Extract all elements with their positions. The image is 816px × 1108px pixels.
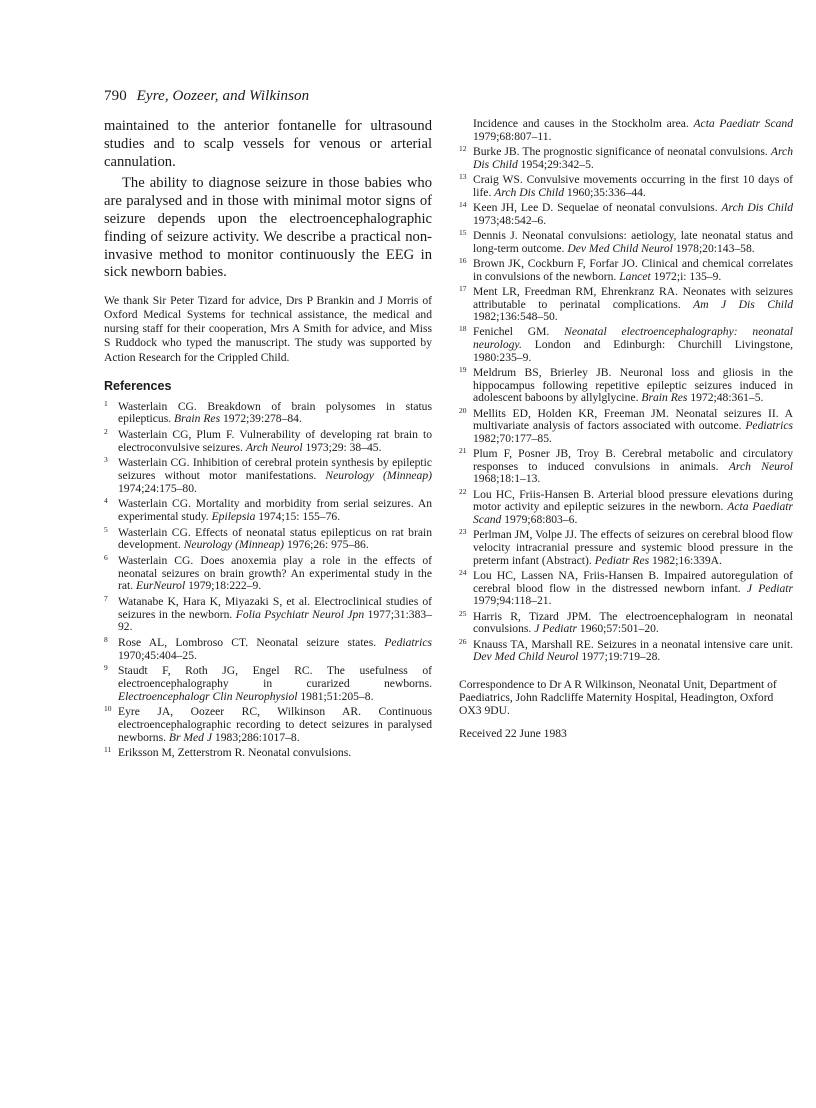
- ref-cite: 1972;48:361–5.: [687, 391, 764, 405]
- ref-text: Incidence and causes in the Stockholm area.: [473, 117, 694, 130]
- ref-text: Ment LR, Freedman RM, Ehrenkranz RA. Neonates with seizures attributable to perinatal complications.: [473, 284, 793, 311]
- reference-item: [104, 665, 432, 703]
- reference-item: [459, 567, 793, 608]
- ref-cite: 1972;39:278–84.: [220, 412, 302, 426]
- ref-cite: 1983;286:1017–8.: [212, 730, 300, 744]
- ref-text: Fenichel GM.: [473, 325, 565, 339]
- ref-number: 3: [104, 455, 108, 465]
- ref-text: Watanabe K, Hara K, Miyazaki S, et al. Electroclinical studies of seizures in the newborn.: [118, 595, 432, 621]
- ref-number: 4: [104, 496, 108, 506]
- references-heading: References: [104, 378, 172, 393]
- ref-text: Perlman JM, Volpe JJ. The effects of seizures on cerebral blood flow velocity intracranial pressure and systemic blood pressure in the preterm infant (Abstract).: [473, 528, 793, 567]
- ref-journal: Neurology (Minneap): [325, 468, 432, 482]
- reference-item: [104, 555, 432, 593]
- ref-text: Dennis J. Neonatal convulsions: aetiology, late neonatal status and long-term outcome.: [473, 228, 793, 255]
- ref-journal: Brain Res: [174, 412, 221, 426]
- reference-item: [459, 326, 793, 364]
- ref-journal: Arch Dis Child: [473, 144, 793, 171]
- ref-cite: 1977;19:719–28.: [578, 650, 661, 664]
- ref-number: 19: [459, 365, 467, 375]
- ref-number: 6: [104, 553, 108, 563]
- ref-text: Lou HC, Lassen NA, Friis-Hansen B. Impaired autoregulation of cerebral blood flow in the distressed newborn infant.: [473, 568, 793, 595]
- reference-item: [459, 608, 793, 636]
- correspondence: Correspondence to Dr A R Wilkinson, Neonatal Unit, Department of Paediatrics, John Radcliffe Maternity Hospital, Headington, Oxford OX3 9DU.: [459, 677, 777, 718]
- ref-text: Wasterlain CG. Mortality and morbidity from serial seizures. An experimental study.: [118, 497, 432, 523]
- ref-number: 26: [459, 636, 467, 646]
- ref-journal: Electroencephalogr Clin Neurophysiol: [118, 689, 298, 703]
- ref-journal: Br Med J: [168, 730, 213, 744]
- ref-cite: 1968;18:1–13.: [473, 472, 541, 486]
- ref-text: Rose AL, Lombroso CT. Neonatal seizure states.: [118, 636, 385, 650]
- reference-item: [104, 596, 432, 634]
- body-paragraph-2: The ability to diagnose seizure in those babies who are paralysed and in those with minimal motor signs of seizure depends upon the electroencephalographic finding of seizure activity. We describe a practical non-invasive method to monitor continuously the EEG in sick newborn babies.: [104, 175, 432, 281]
- ref-journal: Lancet: [619, 269, 651, 283]
- ref-cite: 1977;31:383–92.: [118, 607, 432, 634]
- reference-item: [104, 429, 432, 454]
- ref-number: 20: [459, 405, 467, 415]
- ref-cite: 1954;29:342–5.: [517, 157, 594, 171]
- ref-number: 9: [104, 663, 108, 673]
- ref-cite: 1982;136:548–50.: [473, 310, 558, 324]
- ref-text: Eriksson M, Zetterstrom R. Neonatal convulsions.: [118, 746, 352, 760]
- ref-number: 14: [459, 199, 467, 209]
- ref-text: Wasterlain CG. Breakdown of brain polysomes in status epilepticus.: [118, 399, 432, 426]
- ref-number: 8: [104, 635, 108, 645]
- ref-text: Wasterlain CG. Effects of neonatal status epilepticus on rat brain development.: [118, 525, 432, 552]
- reference-item: [459, 405, 793, 446]
- reference-continuation: [459, 118, 793, 143]
- reference-item: [104, 524, 432, 552]
- ref-journal: Neurology (Minneap): [183, 538, 285, 552]
- reference-item: [459, 529, 793, 567]
- ref-journal: Arch Dis Child: [494, 185, 565, 199]
- ref-cite: 1974;15: 155–76.: [255, 509, 341, 523]
- ref-text: Mellits ED, Holden KR, Freeman JM. Neonatal seizures II. A multivariate analysis of factors associated with outcome.: [473, 406, 793, 433]
- ref-text: Knauss TA, Marshall RE. Seizures in a neonatal intensive care unit.: [473, 637, 793, 651]
- ref-journal: Arch Neurol: [728, 459, 794, 473]
- ref-journal: Brain Res: [641, 391, 688, 405]
- ref-cite: 1981;51:205–8.: [297, 689, 374, 703]
- ref-text: Plum F, Posner JB, Troy B. Cerebral metabolic and circulatory responses to induced convulsions in animals.: [473, 447, 793, 473]
- ref-number: 7: [104, 594, 108, 604]
- ref-number: 1: [104, 398, 108, 408]
- reference-item: [104, 398, 432, 426]
- ref-journal: Acta Paediatr Scand: [693, 117, 793, 130]
- left-column: [104, 118, 432, 763]
- ref-cite: 1979;68:803–6.: [501, 512, 578, 526]
- reference-item: [104, 706, 432, 744]
- body-paragraph-1: maintained to the anterior fontanelle for ultrasound studies and to scalp vessels for venous or arterial cannulation.: [104, 118, 432, 170]
- ref-number: 23: [459, 527, 467, 537]
- ref-cite: London and Edinburgh: Churchill Livingstone, 1980:235–9.: [473, 338, 793, 364]
- reference-item: [104, 747, 432, 760]
- ref-journal: Acta Paediatr Scand: [473, 500, 793, 526]
- ref-journal: Pediatrics: [384, 636, 432, 650]
- reference-item: [104, 457, 432, 495]
- reference-item: [459, 636, 793, 664]
- ref-number: 2: [104, 427, 108, 437]
- reference-item: [104, 637, 432, 662]
- ref-journal: Neonatal electroencephalography: neonatal neurology.: [473, 325, 793, 352]
- ref-text: Craig WS. Convulsive movements occurring in the first 10 days of life.: [473, 172, 793, 199]
- ref-journal: Arch Dis Child: [721, 200, 793, 214]
- ref-text: Wasterlain CG, Plum F. Vulnerability of developing rat brain to electroconvulsive seizures.: [118, 428, 432, 454]
- ref-cite: 1982;16:339A.: [649, 553, 722, 567]
- ref-text: Wasterlain CG. Inhibition of cerebral protein synthesis by epileptic seizures without motor manifestations.: [118, 456, 432, 482]
- ref-journal: EurNeurol: [136, 579, 186, 593]
- ref-number: 16: [459, 255, 467, 265]
- page-number: 790: [104, 88, 127, 104]
- ref-cite: 1974;24:175–80.: [118, 481, 197, 495]
- ref-cite: 1982;70:177–85.: [473, 431, 552, 445]
- ref-number: 25: [459, 608, 467, 618]
- right-column: [459, 118, 793, 740]
- reference-item: [459, 367, 793, 405]
- references-list-right: [459, 118, 793, 664]
- reference-item: [459, 143, 793, 171]
- ref-cite: 1970;45:404–25.: [118, 648, 197, 662]
- ref-text: Brown JK, Cockburn F, Forfar JO. Clinical and chemical correlates in convulsions of the newborn.: [473, 256, 793, 283]
- ref-journal: Pediatr Res: [594, 553, 650, 567]
- ref-number: 11: [104, 745, 112, 755]
- ref-number: 21: [459, 446, 467, 456]
- ref-cite: 1960;57:501–20.: [577, 622, 659, 636]
- ref-text: Harris R, Tizard JPM. The electroencephalogram in neonatal convulsions.: [473, 609, 793, 636]
- ref-text: Meldrum BS, Brierley JB. Neuronal loss and gliosis in the hippocampus following repetitive epileptic seizures induced in adolescent baboons by allylglycine.: [473, 366, 793, 405]
- ref-journal: J Pediatr: [746, 581, 793, 595]
- ref-journal: Dev Med Child Neurol: [567, 241, 673, 255]
- ref-text: Staudt F, Roth JG, Engel RC. The usefulness of electroencephalography in curarized newborns.: [118, 664, 432, 691]
- ref-text: Lou HC, Friis-Hansen B. Arterial blood pressure elevations during motor activity and epileptic seizures in the newborn.: [473, 487, 793, 514]
- ref-journal: Epilepsia: [211, 509, 256, 523]
- ref-journal: Arch Neurol: [245, 440, 303, 454]
- ref-journal: J Pediatr: [534, 622, 578, 636]
- ref-cite: 1978;20:143–58.: [672, 241, 755, 255]
- ref-text: Burke JB. The prognostic significance of neonatal convulsions.: [473, 144, 771, 158]
- ref-text: Wasterlain CG. Does anoxemia play a role in the effects of neonatal seizures on brain growth? An experimental study in the rat.: [118, 554, 432, 593]
- ref-number: 15: [459, 227, 467, 237]
- reference-item: [459, 486, 793, 527]
- ref-cite: 1973;48:542–6.: [473, 213, 547, 227]
- ref-number: 5: [104, 524, 108, 534]
- ref-journal: Am J Dis Child: [693, 297, 793, 311]
- ref-cite: 1972;i: 135–9.: [650, 269, 722, 283]
- ref-journal: Folia Psychiatr Neurol Jpn: [235, 607, 365, 621]
- ref-text: Keen JH, Lee D. Sequelae of neonatal convulsions.: [473, 200, 722, 214]
- ref-number: 17: [459, 283, 467, 293]
- ref-number: 22: [459, 486, 467, 496]
- ref-cite: 1960;35:336–44.: [564, 185, 646, 199]
- running-header: [104, 88, 309, 105]
- ref-number: 13: [459, 171, 467, 181]
- reference-item: [459, 227, 793, 255]
- ref-journal: Dev Med Child Neurol: [473, 650, 579, 664]
- ref-number: 24: [459, 567, 467, 577]
- ref-cite: 1979;94:118–21.: [473, 594, 552, 608]
- ref-cite: 1973;29: 38–45.: [302, 440, 382, 454]
- reference-item: [459, 448, 793, 486]
- ref-number: 10: [104, 704, 112, 714]
- acknowledgment: We thank Sir Peter Tizard for advice, Drs P Brankin and J Morris of Oxford Medical Systems for technical assistance, the medical and nursing staff for their cooperation, Mrs A Smith for advice, and Miss S Ruddock who typed the manuscript. The study was supported by Action Research for the Crippled Child.: [104, 294, 432, 364]
- reference-item: [104, 498, 432, 523]
- ref-text: Eyre JA, Oozeer RC, Wilkinson AR. Continuous electroencephalographic recording to detect seizures in paralysed newborns.: [118, 705, 432, 744]
- ref-number: 12: [459, 143, 467, 153]
- reference-item: [459, 171, 793, 199]
- ref-cite: 1979;18:222–9.: [185, 579, 262, 593]
- ref-cite: 1979;68:807–11.: [473, 129, 552, 143]
- reference-item: [459, 283, 793, 324]
- reference-item: [459, 255, 793, 283]
- reference-item: [459, 199, 793, 227]
- running-authors: Eyre, Oozeer, and Wilkinson: [136, 88, 310, 104]
- references-list-left: [104, 398, 432, 760]
- ref-number: 18: [459, 324, 467, 334]
- ref-cite: 1976;26: 975–86.: [284, 538, 369, 552]
- received-date: Received 22 June 1983: [459, 727, 567, 741]
- ref-journal: Pediatrics: [745, 419, 793, 433]
